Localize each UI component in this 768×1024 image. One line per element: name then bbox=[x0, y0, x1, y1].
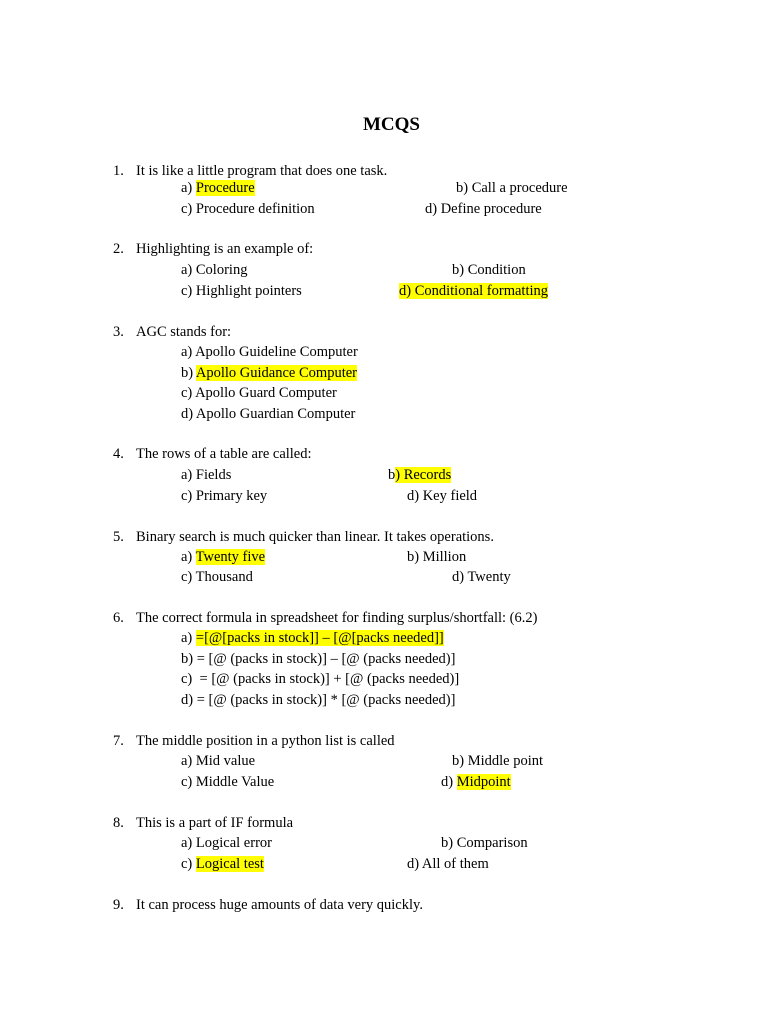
question-text: This is a part of IF formula bbox=[136, 815, 294, 831]
option-b: b) Apollo Guidance Computer bbox=[181, 365, 357, 381]
option-b: b) Million bbox=[407, 549, 467, 565]
option-b: b) Middle point bbox=[452, 753, 544, 769]
option-c: c) Middle Value bbox=[181, 774, 275, 790]
answer-highlight: Twenty five bbox=[195, 549, 266, 565]
question-text: AGC stands for: bbox=[136, 324, 232, 340]
option-c: c) = [@ (packs in stock)] + [@ (packs needed)] bbox=[181, 671, 460, 687]
option-a: a) Mid value bbox=[181, 753, 256, 769]
answer-highlight: Logical test bbox=[195, 856, 264, 872]
option-a: a) Apollo Guideline Computer bbox=[181, 344, 358, 360]
question-number: 8. bbox=[113, 815, 124, 831]
question-text: The correct formula in spreadsheet for finding surplus/shortfall: (6.2) bbox=[136, 610, 538, 626]
answer-highlight: ) Records bbox=[395, 467, 452, 483]
question-number: 3. bbox=[113, 324, 124, 340]
question-number: 7. bbox=[113, 733, 124, 749]
answer-highlight: Procedure bbox=[195, 180, 255, 196]
option-c: c) Thousand bbox=[181, 569, 253, 585]
answer-highlight: =[@[packs in stock]] – [@[packs needed]] bbox=[195, 630, 444, 646]
option-b: b) = [@ (packs in stock)] – [@ (packs needed)] bbox=[181, 651, 456, 667]
question-text: Highlighting is an example of: bbox=[136, 241, 314, 257]
answer-highlight: Apollo Guidance Computer bbox=[195, 365, 357, 381]
option-d: d) Twenty bbox=[452, 569, 511, 585]
question-text: The middle position in a python list is called bbox=[136, 733, 395, 749]
option-d: d) Midpoint bbox=[441, 774, 511, 790]
question-number: 5. bbox=[113, 529, 124, 545]
option-d: d) Define procedure bbox=[425, 201, 542, 217]
option-b: b) Records bbox=[388, 467, 452, 483]
question-number: 4. bbox=[113, 446, 124, 462]
option-c: c) Logical test bbox=[181, 856, 264, 872]
option-a: a) Coloring bbox=[181, 262, 248, 278]
answer-highlight: Midpoint bbox=[456, 774, 511, 790]
option-a: a) Logical error bbox=[181, 835, 272, 851]
option-b: b) Comparison bbox=[441, 835, 528, 851]
page-title: MCQS bbox=[363, 114, 420, 135]
option-c: c) Highlight pointers bbox=[181, 283, 302, 299]
question-number: 2. bbox=[113, 241, 124, 257]
option-b: b) Call a procedure bbox=[456, 180, 568, 196]
question-text: It is like a little program that does one task. bbox=[136, 163, 388, 179]
option-c: c) Apollo Guard Computer bbox=[181, 385, 337, 401]
question-text: It can process huge amounts of data very quickly. bbox=[136, 897, 423, 913]
question-text: The rows of a table are called: bbox=[136, 446, 312, 462]
question-number: 6. bbox=[113, 610, 124, 626]
option-d: d) All of them bbox=[407, 856, 489, 872]
option-c: c) Primary key bbox=[181, 488, 268, 504]
option-c: c) Procedure definition bbox=[181, 201, 315, 217]
option-a: a) Fields bbox=[181, 467, 232, 483]
question-text: Binary search is much quicker than linear. It takes operations. bbox=[136, 529, 494, 545]
option-b: b) Condition bbox=[452, 262, 526, 278]
option-a: a) Twenty five bbox=[181, 549, 266, 565]
option-d bbox=[399, 282, 548, 300]
question-number: 9. bbox=[113, 897, 124, 913]
option-d: d) Key field bbox=[407, 488, 478, 504]
option-d: d) Apollo Guardian Computer bbox=[181, 406, 356, 422]
question-number: 1. bbox=[113, 163, 124, 179]
option-d: d) = [@ (packs in stock)] * [@ (packs needed)] bbox=[181, 692, 456, 708]
answer-highlight: d) Conditional formatting bbox=[399, 283, 549, 299]
option-a: a) Procedure bbox=[181, 180, 255, 196]
option-a: a) =[@[packs in stock]] – [@[packs needed]] bbox=[181, 630, 444, 646]
